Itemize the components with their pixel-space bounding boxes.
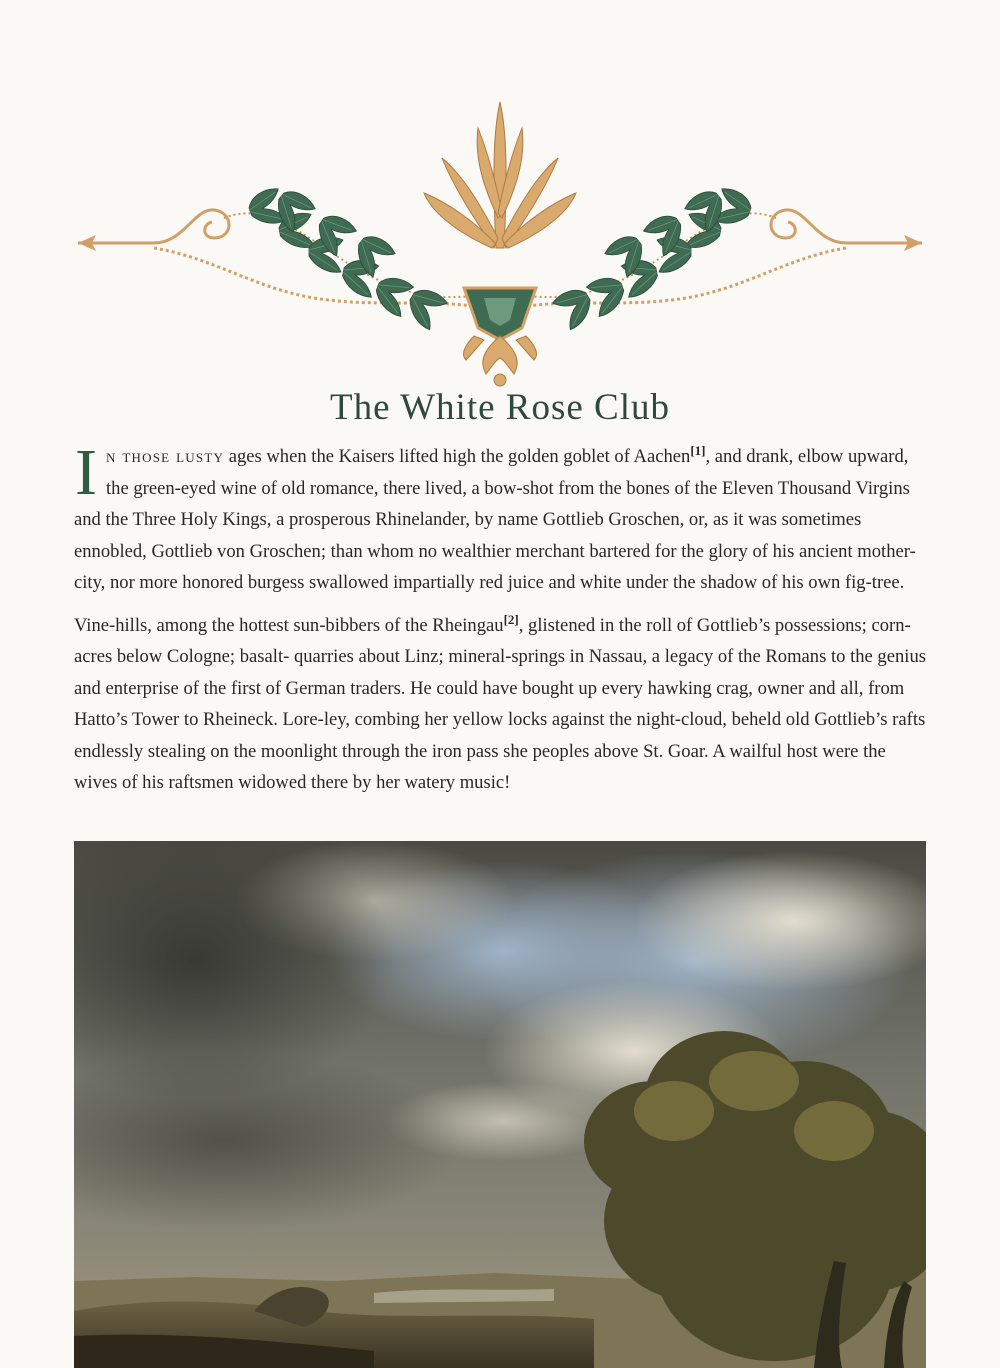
ornamental-header-flourish-icon xyxy=(74,98,926,388)
footnote-2-link[interactable]: [2] xyxy=(503,611,519,627)
drop-cap: I xyxy=(75,436,97,509)
paragraph-1 xyxy=(74,436,926,599)
paragraph-1-text-a: ages when the Kaisers lifted high the golden goblet of Aachen xyxy=(224,446,691,467)
footnote-1-link[interactable]: [1] xyxy=(690,442,706,458)
paragraph-2-text-b: , glistened in the roll of Gottlieb’s possessions; corn-acres below Cologne; basalt- quarries about Linz; mineral-springs in Nassau, a legacy of the Romans to the genius and enterprise of the first of German traders. He could have bought up every hawking crag, owner and all, from Hatto’s Tower to Rheineck. Lore-ley, combing her yellow locks against the night-cloud, beheld old Gottlieb’s rafts endlessly stealing on the moonlight through the iron pass she peoples above St. Goar. A wailful host were the wives of his raftsmen widowed there by her watery music! xyxy=(74,614,926,793)
article-body xyxy=(74,436,926,810)
paragraph-2-text-a: Vine-hills, among the hottest sun-bibbers of the Rheingau xyxy=(74,614,504,636)
landscape-painting-image xyxy=(74,841,926,1368)
page-title: The White Rose Club xyxy=(330,387,670,428)
small-caps-lead: n those lusty xyxy=(105,446,225,467)
paragraph-1-text-b: , and drank, elbow upward, the green-eyed wine of old romance, there lived, a bow-shot from the bones of the Eleven Thousand Virgins and the Three Holy Kings, a prosperous Rhinelander, by name Gottlieb Groschen, or, as it was sometimes ennobled, Gottlieb von Groschen; than whom no wealthier merchant bartered for the glory of his ancient mother- city, nor more honored burgess swallowed impartially red juice and white under the shadow of his own fig-tree. xyxy=(74,446,916,593)
paragraph-2 xyxy=(74,610,926,799)
